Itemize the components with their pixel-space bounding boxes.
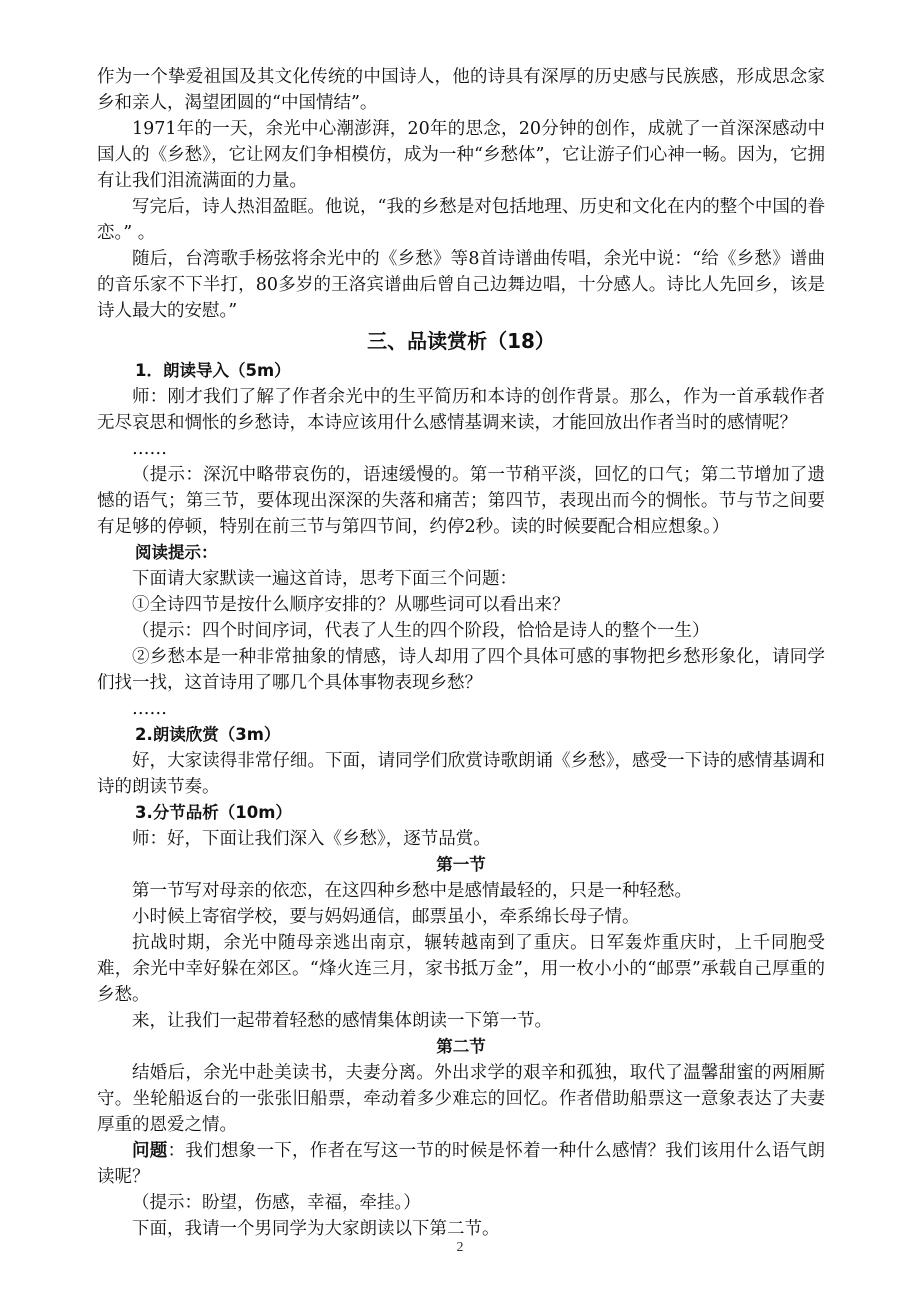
question-text: ：我们想象一下，作者在写这一节的时候是怀着一种什么感情？我们该用什么语气朗读呢？ bbox=[97, 1141, 826, 1187]
stanza-2-hint: （提示：盼望，伤感，幸福，牵挂。） bbox=[132, 1193, 421, 1213]
intro-paragraph-4: 随后，台湾歌手杨弦将余光中的《乡愁》等8首诗谱曲传唱，余光中说：“给《乡愁》谱曲的音乐家不下半打，80多岁的王洛宾谱曲后曾自己边舞边唱，十分感人。诗比人先回乡，该是诗人最大的安慰。” bbox=[97, 249, 825, 321]
intro-paragraph-1: 作为一个挚爱祖国及其文化传统的中国诗人，他的诗具有深厚的历史感与民族感，形成思念家乡和亲人，渴望团圆的“中国情结”。 bbox=[97, 67, 825, 113]
document-page bbox=[97, 64, 825, 1242]
stanza-1-title: 第一节 bbox=[436, 855, 486, 874]
reading-instruction: 下面请大家默读一遍这首诗，思考下面三个问题： bbox=[132, 569, 517, 589]
page-number: 2 bbox=[456, 1240, 464, 1255]
subsection-heading-reading-intro: 1．朗读导入（5m） bbox=[135, 361, 291, 380]
section-title: 三、品读赏析（18） bbox=[367, 329, 555, 353]
stanza-2-title: 第二节 bbox=[436, 1037, 486, 1056]
question-1-hint: （提示：四个时间序词，代表了人生的四个阶段，恰恰是诗人的整个一生） bbox=[132, 621, 710, 641]
question-label: 问题 bbox=[132, 1141, 168, 1161]
stanza-1-paragraph: 抗战时期，余光中随母亲逃出南京，辗转越南到了重庆。日军轰炸重庆时，上千同胞受难，余光中幸好躲在郊区。“烽火连三月，家书抵万金”，用一枚小小的“邮票”承载自己厚重的乡愁。 bbox=[97, 933, 825, 1005]
intro-paragraph-3: 写完后，诗人热泪盈眶。他说，“我的乡愁是对包括地理、历史和文化在内的整个中国的眷恋。” 。 bbox=[97, 197, 825, 243]
intro-paragraph-2: 1971年的一天，余光中心潮澎湃，20年的思念，20分钟的创作，成就了一首深深感动中国人的《乡愁》，它让网友们争相模仿，成为一种“乡愁体”，它让游子们心神一畅。因为，它拥有让我们泪流满面的力量。 bbox=[97, 119, 825, 191]
reading-tone-hint: （提示：深沉中略带哀伤的，语速缓慢的。第一节稍平淡，回忆的口气；第二节增加了遗憾的语气；第三节，要体现出深深的失落和痛苦；第四节，表现出而今的惆怅。节与节之间要有足够的停顿，特别在前三节与第四节间，约停2秒。读的时候要配合相应想象。） bbox=[97, 465, 825, 537]
question-2: ②乡愁本是一种非常抽象的情感，诗人却用了四个具体可感的事物把乡愁形象化，请同学们找一找，这首诗用了哪几个具体事物表现乡愁？ bbox=[97, 647, 825, 693]
stanza-1-paragraph: 第一节写对母亲的依恋，在这四种乡愁中是感情最轻的，只是一种轻愁。 bbox=[132, 881, 692, 901]
stanza-1-paragraph: 来，让我们一起带着轻愁的感情集体朗读一下第一节。 bbox=[132, 1011, 552, 1031]
appreciation-text: 好，大家读得非常仔细。下面，请同学们欣赏诗歌朗诵《乡愁》，感受一下诗的感情基调和诗的朗读节奏。 bbox=[97, 751, 825, 797]
analysis-teacher-intro: 师：好，下面让我们深入《乡愁》，逐节品赏。 bbox=[132, 829, 491, 849]
stanza-2-paragraph: 结婚后，余光中赴美读书，夫妻分离。外出求学的艰辛和孤独，取代了温馨甜蜜的两厢厮守。坐轮船返台的一张张旧船票，牵动着多少难忘的回忆。作者借助船票这一意象表达了夫妻厚重的恩爱之情。 bbox=[97, 1063, 825, 1135]
teacher-prompt: 师：刚才我们了解了作者余光中的生平简历和本诗的创作背景。那么，作为一首承载作者无尽哀思和惆怅的乡愁诗，本诗应该用什么感情基调来读，才能回放出作者当时的感情呢？ bbox=[97, 387, 825, 433]
stanza-1-paragraph: 小时候上寄宿学校，要与妈妈通信，邮票虽小，牵系绵长母子情。 bbox=[132, 907, 640, 927]
reading-hint-label: 阅读提示： bbox=[135, 543, 218, 562]
subsection-heading-appreciation: 2.朗读欣赏（3m） bbox=[135, 725, 281, 744]
question-1: ①全诗四节是按什么顺序安排的？从哪些词可以看出来？ bbox=[132, 595, 570, 615]
ellipsis: …… bbox=[132, 699, 167, 719]
ellipsis: …… bbox=[132, 439, 167, 459]
stanza-2-question bbox=[97, 1138, 825, 1190]
subsection-heading-analysis: 3.分节品析（10m） bbox=[135, 803, 292, 822]
stanza-2-paragraph: 下面，我请一个男同学为大家朗读以下第二节。 bbox=[132, 1219, 500, 1239]
